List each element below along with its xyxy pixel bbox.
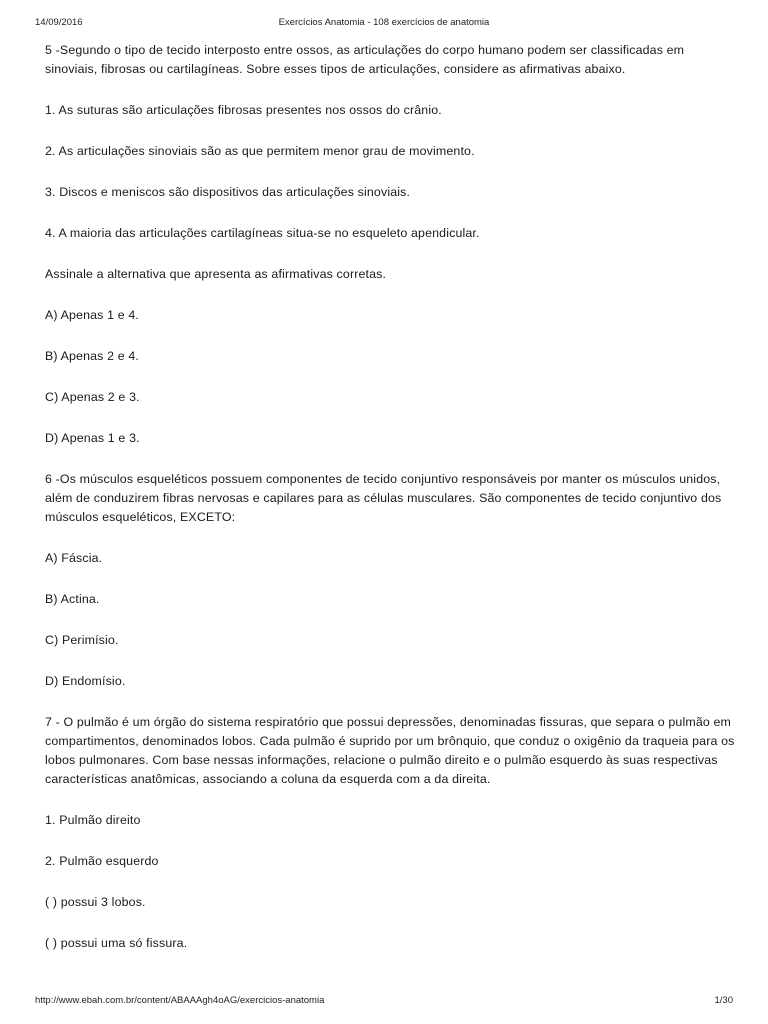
question-5-text: 5 -Segundo o tipo de tecido interposto entre ossos, as articulações do corpo humano podem ser classificadas em sinoviais, fibrosas ou cartilagíneas. Sobre esses tipos de articulações, considere as afirmativas abaixo. — [45, 43, 685, 76]
q7-column-item-1: 1. Pulmão direito — [45, 813, 141, 827]
header-title: Exercícios Anatomia - 108 exercícios de anatomia — [278, 17, 490, 28]
q5-option-c: C) Apenas 2 e 3. — [45, 390, 140, 404]
statement-2: 2. As articulações sinoviais são as que permitem menor grau de movimento. — [45, 144, 475, 158]
q6-option-d: D) Endomísio. — [45, 674, 126, 688]
page-number: 1/30 — [714, 995, 733, 1006]
q7-match-item-1: ( ) possui 3 lobos. — [45, 895, 146, 909]
statement-4: 4. A maioria das articulações cartilagíneas situa-se no esqueleto apendicular. — [45, 226, 480, 240]
page-header — [35, 17, 733, 31]
q6-option-a: A) Fáscia. — [45, 551, 103, 565]
footer-url: http://www.ebah.com.br/content/ABAAAgh4oAG/exercicios-anatomia — [35, 995, 325, 1006]
statement-1: 1. As suturas são articulações fibrosas presentes nos ossos do crânio. — [45, 103, 442, 117]
document-body — [45, 41, 740, 953]
q7-match-item-2: ( ) possui uma só fissura. — [45, 936, 188, 950]
question-6-text: 6 -Os músculos esqueléticos possuem componentes de tecido conjuntivo responsáveis por manter os músculos unidos, além de conduzirem fibras nervosas e capilares para as células musculares. São componentes de tecido conjuntivo dos músculos esqueléticos, EXCETO: — [45, 472, 722, 524]
q6-option-b: B) Actina. — [45, 592, 100, 606]
q5-option-a: A) Apenas 1 e 4. — [45, 308, 140, 322]
question-7-text: 7 - O pulmão é um órgão do sistema respiratório que possui depressões, denominadas fissuras, que separa o pulmão em compartimentos, denominados lobos. Cada pulmão é suprido por um brônquio, que conduz o oxigênio da traqueia para os lobos pulmonares. Com base nessas informações, relacione o pulmão direito e o pulmão esquerdo às suas respectivas características anatômicas, associando a coluna da esquerda com a da direita. — [45, 715, 735, 786]
q5-option-d: D) Apenas 1 e 3. — [45, 431, 140, 445]
header-date: 14/09/2016 — [35, 17, 83, 28]
q5-option-b: B) Apenas 2 e 4. — [45, 349, 140, 363]
page-footer — [35, 995, 733, 1009]
statement-3: 3. Discos e meniscos são dispositivos das articulações sinoviais. — [45, 185, 411, 199]
q6-option-c: C) Perimísio. — [45, 633, 119, 647]
q7-column-item-2: 2. Pulmão esquerdo — [45, 854, 159, 868]
instruction-text: Assinale a alternativa que apresenta as afirmativas corretas. — [45, 267, 387, 281]
